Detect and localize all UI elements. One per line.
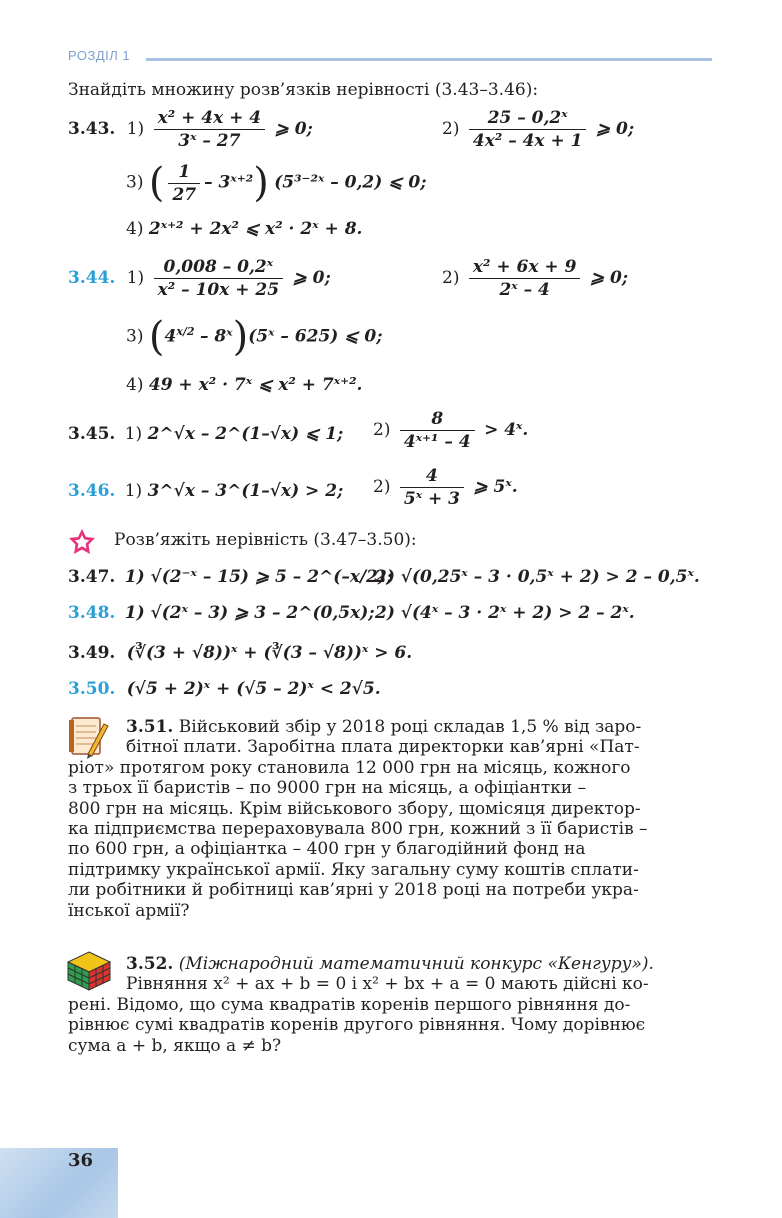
text-line: 800 грн на місяць. Крім військового збору, щомісяця директор- [68, 798, 641, 819]
problem-3-50 [68, 679, 381, 699]
item-label: 3) [126, 172, 144, 193]
problem-3-47-part1 [68, 567, 392, 587]
numerator: 25 – 0,2ˣ [469, 107, 587, 130]
fraction [168, 161, 200, 206]
problem-number: 3.51. [126, 717, 174, 737]
problem-3-51 [68, 717, 712, 921]
problem-3-44-part2 [442, 256, 628, 301]
problem-3-52 [68, 954, 712, 1056]
expression: 49 + x² · 7ˣ ⩽ x² + 7ˣ⁺². [148, 375, 363, 395]
numerator: x² + 4x + 4 [154, 107, 266, 130]
text-line: ка підприємства перераховувала 800 грн, кожний з її баристів – [68, 819, 648, 840]
relation: ⩾ 0; [589, 268, 629, 288]
relation: > 4ˣ. [484, 420, 529, 440]
problem-number: 3.52. [126, 954, 174, 974]
text-line: підтримку української армії. Яку загальну суму коштів сплати- [68, 859, 639, 880]
expression: 2) √(4ˣ – 3 · 2ˣ + 2) > 2 – 2ˣ. [375, 603, 635, 623]
item-label: 1) [124, 481, 143, 501]
exponent: x/2 [176, 324, 195, 338]
text-line: Рівняння x² + ax + b = 0 і x² + bx + a = 0 мають дійсні ко- [126, 974, 649, 995]
problem-3-43-part1 [68, 107, 313, 152]
problem-3-44-part4 [126, 375, 362, 395]
intro-2-text: Розв’яжіть нерівність (3.47–3.50): [114, 530, 417, 550]
intro-text: Знайдіть множину розв’язків нерівності (3.43–3.46): [68, 80, 539, 100]
denominator: 4ˣ⁺¹ – 4 [403, 432, 471, 452]
problem-3-45-part2 [373, 408, 528, 453]
text-line: ріот» протягом року становила 12 000 грн на місяць, кожного [68, 757, 631, 778]
fraction [469, 256, 581, 301]
footer-decoration [0, 1148, 118, 1218]
numerator: x² + 6x + 9 [469, 256, 581, 279]
problem-number: 3.48. [68, 603, 116, 623]
problem-3-43-part4 [126, 219, 362, 239]
relation: ⩾ 0; [292, 268, 331, 288]
problem-3-49 [68, 643, 412, 663]
relation: ⩾ 5ˣ. [473, 477, 518, 497]
expression: (√5 + 2)ˣ + (√5 – 2)ˣ < 2√5. [126, 679, 381, 699]
problem-number: 3.49. [68, 643, 116, 663]
header-rule [146, 58, 712, 61]
star-icon [67, 528, 97, 556]
text-line: (Міжнародний математичний конкурс «Кенгуру»). [178, 954, 654, 974]
numerator: 1 [168, 161, 200, 184]
numerator: 0,008 – 0,2ˣ [154, 256, 283, 279]
problem-3-46-part2 [373, 465, 518, 510]
expression: 1) √(2⁻ˣ – 15) ⩾ 5 – 2^(–x/2); [124, 567, 393, 587]
section-header: РОЗДІЛ 1 [68, 48, 131, 63]
numerator: 4 [400, 465, 464, 488]
problem-3-48-part1 [68, 603, 375, 623]
fraction [400, 408, 475, 453]
problem-number: 3.50. [68, 679, 116, 699]
text-line: по 600 грн, а офіціантка – 400 грн у благодійний фонд на [68, 839, 586, 860]
item-label: 1) [126, 268, 145, 288]
problem-3-44-part1 [68, 256, 331, 301]
problem-number: 3.46. [68, 481, 116, 501]
item-label: 1) [126, 119, 145, 139]
text-line: рівнює сумі квадратів коренів другого рівняння. Чому дорівнює [68, 1015, 646, 1036]
fraction [154, 256, 283, 301]
denominator: 5ˣ + 3 [403, 489, 460, 509]
fraction [469, 107, 587, 152]
text-line: сума a + b, якщо a ≠ b? [68, 1035, 282, 1056]
expression: 2) √(0,25ˣ – 3 · 0,5ˣ + 2) > 2 – 0,5ˣ. [375, 567, 700, 587]
relation: ⩾ 0; [595, 119, 635, 139]
expression: – 8ˣ [199, 326, 233, 347]
denominator: 3ˣ – 27 [178, 131, 241, 151]
problem-3-48-part2 [375, 603, 635, 623]
problem-number: 3.47. [68, 567, 116, 587]
text-line: бітної плати. Заробітна плата директорки кав’ярні «Пат- [126, 737, 640, 758]
fraction [400, 465, 464, 510]
problem-3-45-part1 [68, 424, 343, 444]
expression: (∛(3 + √8))ˣ + (∛(3 – √8))ˣ > 6. [126, 643, 413, 663]
item-label: 4) [126, 375, 144, 395]
problem-3-47-part2 [375, 567, 700, 587]
text-line: рені. Відомо, що сума квадратів коренів першого рівняння до- [68, 994, 631, 1015]
page-number: 36 [68, 1150, 94, 1171]
denominator: x² – 10x + 25 [157, 280, 280, 300]
expression: (5³⁻²ˣ – 0,2) ⩽ 0; [274, 172, 427, 193]
text-line: Військовий збір у 2018 році складав 1,5 % від заро- [178, 717, 642, 737]
expression: 3^√x – 3^(1–√x) > 2; [147, 481, 344, 501]
text-line: ли робітники й робітниці кав’ярні у 2018 році на потреби укра- [68, 880, 639, 901]
item-label: 4) [126, 219, 144, 239]
problem-3-43-part3: 3) ( $\frac{1}{27}$ – 3ˣ⁺²) (5³⁻²ˣ – 0,2) ⩽ 0; [126, 160, 427, 206]
problem-3-46-part1 [68, 481, 343, 501]
problem-3-44-part3: 3) ($4^{x/2}$ – 8ˣ)(5ˣ – 625) ⩽ 0; [126, 314, 383, 360]
denominator: 2ˣ – 4 [499, 280, 550, 300]
problem-number: 3.45. [68, 424, 116, 444]
denominator: 27 [172, 184, 197, 205]
numerator: 8 [400, 408, 475, 431]
expression: 4 [164, 326, 177, 347]
denominator: 4x² – 4x + 1 [472, 131, 583, 151]
item-label: 3) [126, 326, 144, 347]
expression: 2ˣ⁺² + 2x² ⩽ x² · 2ˣ + 8. [148, 219, 363, 239]
problem-number: 3.43. [68, 119, 116, 139]
expression: 2^√x – 2^(1–√x) ⩽ 1; [147, 424, 344, 444]
item-label: 1) [124, 424, 143, 444]
item-label: 2) [442, 119, 460, 139]
fraction [154, 107, 266, 152]
expression: (5ˣ – 625) ⩽ 0; [248, 326, 383, 347]
item-label: 2) [373, 420, 391, 440]
relation: ⩾ 0; [274, 119, 313, 139]
problem-number: 3.44. [68, 268, 116, 288]
problem-3-43-part2 [442, 107, 634, 152]
item-label: 2) [373, 477, 391, 497]
item-label: 2) [442, 268, 460, 288]
text-line: їнської армії? [68, 900, 190, 921]
expression: 1) √(2ˣ – 3) ⩾ 3 – 2^(0,5x); [124, 603, 375, 623]
expression: – 3ˣ⁺² [204, 172, 254, 193]
text-line: з трьох її баристів – по 9000 грн на місяць, а офіціантки – [68, 778, 587, 799]
